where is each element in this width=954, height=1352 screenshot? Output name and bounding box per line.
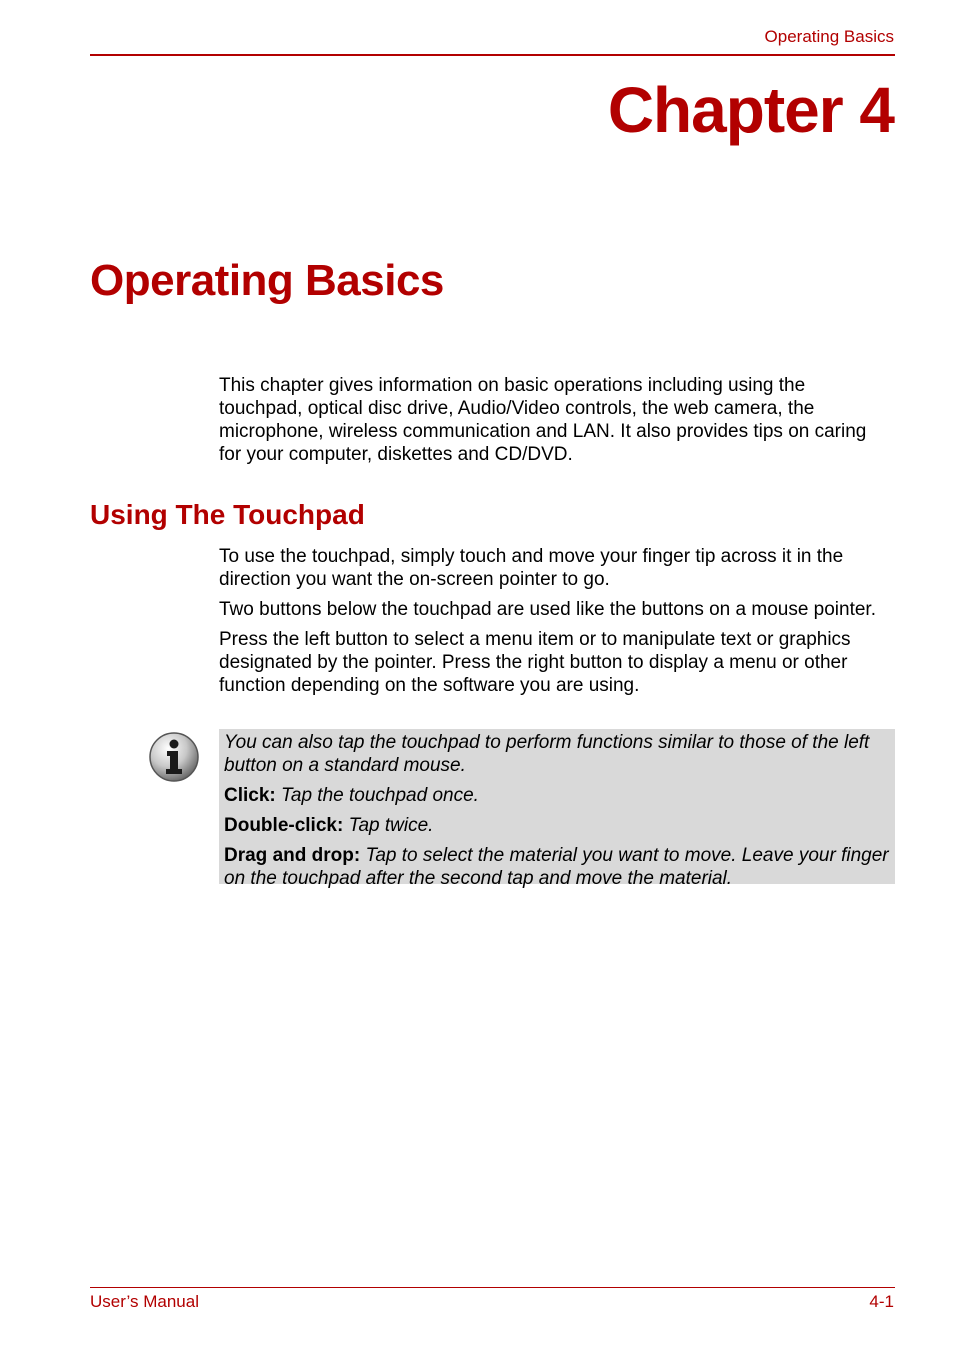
note-desc: Tap the touchpad once. bbox=[281, 785, 479, 806]
body-paragraph: Two buttons below the touchpad are used like the buttons on a mouse pointer. bbox=[219, 599, 876, 620]
note-term: Drag and drop: bbox=[224, 845, 361, 866]
page-number: 4-1 bbox=[869, 1292, 894, 1311]
running-header: Operating Basics bbox=[764, 27, 894, 46]
body-paragraph: To use the touchpad, simply touch and move your finger tip across it in the direction you want the on-screen pointer to go. bbox=[219, 546, 844, 590]
intro-paragraph: This chapter gives information on basic operations including using the touchpad, optical disc drive, Audio/Video controls, the web camera, the microphone, wireless communication and LAN. It also provides tips on caring for your computer, diskettes and CD/DVD. bbox=[219, 375, 867, 465]
info-icon bbox=[148, 731, 200, 783]
note-box bbox=[219, 729, 895, 889]
subsection-title: Using The Touchpad bbox=[90, 499, 365, 530]
note-term: Double-click: bbox=[224, 815, 344, 836]
section-title: Operating Basics bbox=[90, 256, 444, 305]
note-term: Click: bbox=[224, 785, 276, 806]
note-item bbox=[224, 784, 890, 807]
note-desc: Tap twice. bbox=[348, 815, 434, 836]
note-item bbox=[224, 814, 890, 837]
touchpad-body bbox=[219, 545, 894, 704]
note-item bbox=[224, 844, 890, 890]
note-lead: You can also tap the touchpad to perform functions similar to those of the left button on a standard mouse. bbox=[224, 732, 870, 776]
chapter-title: Chapter 4 bbox=[607, 74, 894, 146]
footer-rule bbox=[90, 1287, 895, 1288]
note-desc: Tap to select the material you want to move. Leave your finger on the touchpad after the second tap and move the material. bbox=[224, 845, 889, 889]
body-paragraph: Press the left button to select a menu item or to manipulate text or graphics designated by the pointer. Press the right button to display a menu or other function depending on the software you are using. bbox=[219, 629, 851, 696]
header-rule bbox=[90, 54, 895, 56]
footer-manual-label: User’s Manual bbox=[90, 1292, 199, 1311]
